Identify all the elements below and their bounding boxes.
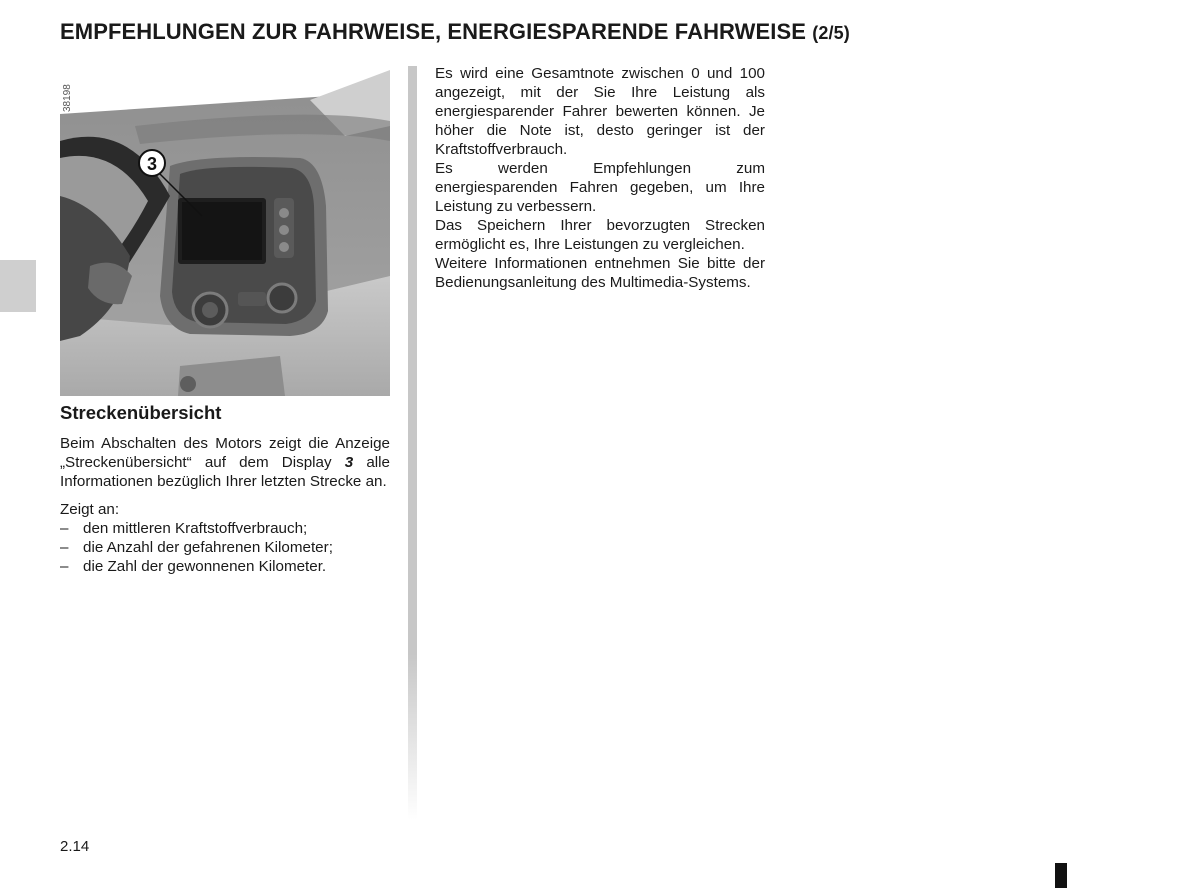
list-item-text: die Zahl der gewonnenen Kilometer. — [83, 558, 327, 575]
list-item: – die Zahl der gewonnenen Kilometer. — [60, 558, 327, 575]
list-item: – den mittleren Kraftstoffverbrauch; — [60, 520, 308, 537]
page-edge-marker — [1055, 863, 1067, 888]
intro-text-before: Beim Abschalten des Motors zeigt die Anzeige „Streckenübersicht“ auf dem Display — [60, 435, 390, 471]
dashboard-photo — [60, 66, 390, 396]
recommendations-paragraph: Es werden Empfehlungen zum energiesparenden Fahren gegeben, um Ihre Leistung zu verbessern. — [435, 160, 765, 215]
info-list — [60, 519, 390, 576]
page-title-text: EMPFEHLUNGEN ZUR FAHRWEISE, ENERGIESPARENDE FAHRWEISE — [60, 19, 807, 44]
column-divider — [408, 66, 417, 820]
chapter-tab-marker — [0, 260, 36, 312]
page-part-indicator: (2/5) — [812, 23, 850, 43]
left-column-body — [60, 434, 390, 576]
section-heading: Streckenübersicht — [60, 402, 222, 423]
figure-code: 38198 — [62, 84, 73, 112]
right-column-body — [435, 64, 765, 292]
routes-paragraph: Das Speichern Ihrer bevorzugten Strecken ermöglicht es, Ihre Leistungen zu vergleichen. — [435, 217, 765, 253]
page-title — [60, 19, 850, 45]
list-item: – die Anzahl der gefahrenen Kilometer; — [60, 539, 333, 556]
page-number: 2.14 — [60, 838, 90, 855]
score-paragraph: Es wird eine Gesamtnote zwischen 0 und 100 angezeigt, mit der Sie Ihre Leistung als energiesparender Fahrer bewerten können. Je höher die Note ist, desto geringer ist der Kraftstoffverbrauch. — [435, 65, 765, 158]
dashboard-illustration — [60, 66, 390, 396]
intro-paragraph — [60, 434, 390, 491]
list-item-text: den mittleren Kraftstoffverbrauch; — [83, 520, 308, 537]
list-intro: Zeigt an: — [60, 501, 120, 518]
list-item-text: die Anzahl der gefahrenen Kilometer; — [83, 539, 333, 556]
intro-text-after: alle Informationen bezüglich Ihrer letzten Strecke an. — [60, 454, 390, 490]
display-reference: 3 — [344, 454, 354, 471]
more-info-paragraph: Weitere Informationen entnehmen Sie bitte der Bedienungsanleitung des Multimedia-Systems. — [435, 255, 765, 291]
display-callout-label: 3 — [146, 154, 158, 174]
